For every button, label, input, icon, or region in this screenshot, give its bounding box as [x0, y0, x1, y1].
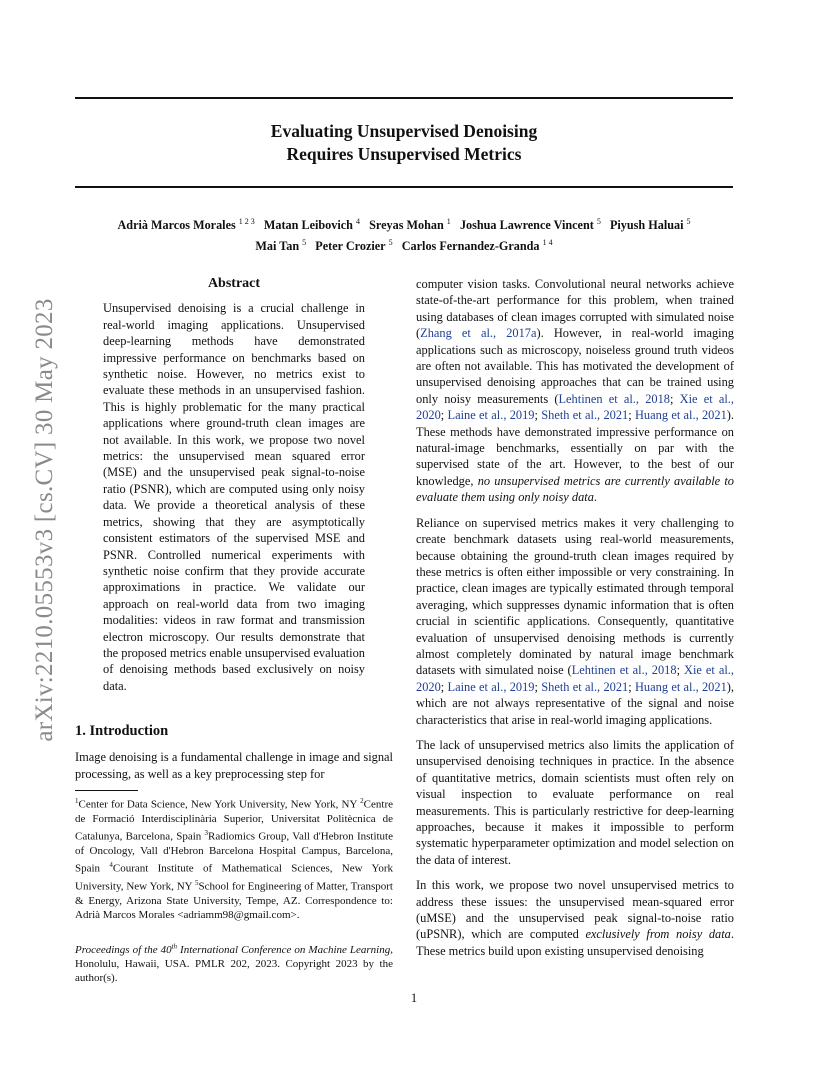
paragraph-4 — [416, 877, 734, 959]
page-number: 1 — [410, 991, 418, 1005]
text-run: ). These methods have demonstrated impressive performance on natural-image benchmarks, essentially on par with the supervised state of the art. However, to the best of our knowledge, — [416, 408, 735, 488]
footnotes — [75, 794, 393, 986]
citation-link[interactable]: Lehtinen et al., 2018 — [571, 663, 677, 678]
title-line-2: Requires Unsupervised Metrics — [286, 144, 522, 164]
introduction-heading: 1. Introduction — [75, 723, 169, 739]
citation-link[interactable]: Lehtinen et al., 2018 — [558, 391, 670, 406]
proceedings-conference: International Conference on Machine Learning — [177, 943, 391, 956]
author-affiliation: 5 — [686, 217, 691, 226]
author-name: Matan Leibovich — [263, 218, 353, 233]
paragraph-3: The lack of unsupervised metrics also limits the application of unsupervised denoising techniques in practice. In the absence of quantitative metrics, domain scientists must often rely on visual inspection to evaluate performance on real measurements. This is particularly restrictive for deep-learning approaches, because it makes it impossible to perform systematic hyperparameter optimization and model selection on the data of interest. — [416, 737, 734, 867]
separator: ; — [440, 408, 448, 423]
separator: ; — [534, 679, 542, 694]
text-run: ). However, in real-world imaging applications such as microscopy, noiseless ground truth videos are often not available. This has motivated the development of unsupervised denoising approaches that can be trained using only noisy measurements ( — [416, 326, 734, 406]
author-name: Peter Crozier — [315, 239, 386, 254]
author-name: Sreyas Mohan — [369, 218, 444, 233]
affiliation-marker: 4 — [109, 861, 113, 870]
text-run: . — [593, 490, 598, 505]
affiliation-marker: 5 — [195, 878, 199, 887]
author-affiliation: 5 — [302, 238, 307, 248]
text-run: computer vision tasks. Convolutional neural networks achieve state-of-the-art performance for this problem, when trained using databases of clean images corrupted with simulated noise ( — [416, 277, 734, 341]
author-affiliation: 1 2 3 — [238, 217, 255, 226]
author-affiliation: 5 — [596, 217, 601, 226]
author-name: Carlos Fernandez-Granda — [401, 239, 540, 254]
author-affiliation: 1 4 — [542, 238, 553, 248]
citation-link[interactable]: Sheth et al., 2021 — [541, 679, 629, 694]
citation-link[interactable]: Huang et al., 2021 — [634, 679, 727, 694]
citation-link[interactable]: Xie et al., 2020 — [416, 391, 734, 423]
abstract-section — [103, 276, 365, 694]
citation-link[interactable]: Xie et al., 2020 — [416, 663, 734, 694]
right-column — [416, 276, 734, 968]
bottom-rule — [75, 186, 733, 188]
text-run: . These metrics build upon existing unsupervised denoising — [416, 927, 734, 958]
paragraph-2 — [416, 515, 734, 728]
introduction-text: Image denoising is a fundamental challenge in image and signal processing, as well as a key preprocessing step for — [75, 750, 393, 781]
arxiv-identifier-text: arXiv:2210.05553v3 [cs.CV] 30 May 2023 — [31, 298, 58, 742]
emphasis-text: exclusively from noisy data — [585, 927, 731, 942]
affiliation-text: School for Engineering of Matter, Transport & Energy, Arizona State University, Tempe, AZ. Correspondence to: Adrià Marcos Morales <adriamm98@gmail.com>. — [75, 880, 393, 922]
paragraph-1 — [416, 276, 734, 506]
citation-link[interactable]: Huang et al., 2021 — [634, 408, 727, 423]
author-name: Piyush Haluai — [609, 218, 684, 233]
author-affiliation: 5 — [388, 238, 393, 248]
author-affiliation: 1 — [446, 217, 451, 226]
affiliation-text: Courant Institute of Mathematical Sciences, New York University, New York, NY — [75, 862, 393, 893]
affiliation-marker: 3 — [204, 829, 209, 838]
abstract-heading: Abstract — [207, 276, 261, 291]
author-line-1 — [75, 213, 733, 234]
footnote-rule — [75, 790, 138, 791]
separator: ; — [676, 663, 685, 678]
affiliation-text: Center for Data Science, New York University, New York, NY — [78, 798, 361, 811]
proceedings-number: 40 — [160, 943, 172, 956]
citation-link[interactable]: Laine et al., 2019 — [447, 408, 535, 423]
affiliation-text: Centre de Formació Interdisciplinària Superior, Universitat Politècnica de Catalunya, Barcelona, Spain — [75, 798, 393, 843]
author-name: Mai Tan — [255, 239, 300, 254]
paper-title — [75, 120, 733, 166]
affiliation-marker: 1 — [75, 797, 79, 805]
citation-link[interactable]: Sheth et al., 2021 — [541, 408, 629, 423]
affiliation-text: Radiomics Group, Vall d'Hebron Institute of Oncology, Vall d'Hebron Barcelona Hospital Campus, Barcelona, Spain — [75, 830, 393, 875]
separator: ; — [669, 391, 680, 406]
affiliations-footnote — [75, 794, 393, 922]
title-line-1: Evaluating Unsupervised Denoising — [270, 121, 538, 141]
proceedings-ordinal: th — [171, 942, 178, 951]
separator: ; — [440, 679, 448, 694]
emphasis-text: no unsupervised metrics are currently available to evaluate them using only noisy data — [416, 473, 734, 505]
text-run: Reliance on supervised metrics makes it very challenging to create benchmark datasets using real-world measurements, because obtaining the ground-truth clean images required by these metrics is often either impossible or very constraining. In practice, clean images are typically estimated through temporal averaging, which suppresses dynamic information that is often crucial in scientific applications. Consequently, quantitative evaluation of unsupervised denoising methods is currently almost completely dominated by natural image benchmark datasets with simulated noise ( — [416, 515, 734, 678]
separator: ; — [628, 679, 635, 694]
affiliation-marker: 2 — [360, 797, 364, 805]
author-list — [75, 213, 733, 255]
proceedings-details: , Honolulu, Hawaii, USA. PMLR 202, 2023. Copyright 2023 by the author(s). — [75, 943, 393, 985]
separator: ; — [628, 408, 635, 423]
proceedings-footnote — [75, 939, 393, 985]
text-run: ), which are not always representative of the signal and noise characteristics that arise in real-world imaging applications. — [416, 679, 735, 727]
author-name: Joshua Lawrence Vincent — [459, 218, 594, 233]
introduction-section — [75, 723, 393, 782]
citation-link[interactable]: Laine et al., 2019 — [447, 679, 535, 694]
author-affiliation: 4 — [356, 217, 360, 226]
proceedings-prefix: Proceedings of the — [75, 943, 161, 956]
author-name: Adrià Marcos Morales — [117, 218, 236, 233]
top-rule — [75, 97, 733, 99]
citation-link[interactable]: Zhang et al., 2017a — [420, 326, 537, 341]
text-run: In this work, we propose two novel unsupervised metrics to address these issues: the unsupervised mean-squared error (uMSE) and the unsupervised peak signal-to-noise ratio (uPSNR), which are computed — [416, 878, 734, 942]
separator: ; — [534, 408, 542, 423]
author-line-2 — [75, 234, 733, 255]
abstract-text: Unsupervised denoising is a crucial challenge in real-world imaging applications. Unsupervised deep-learning methods have demonstrated impressive performance on benchmarks based on synthetic noise. However, no metrics exist to evaluate these methods in an unsupervised fashion. This is highly problematic for the many practical applications where ground-truth clean images are not available. In this work, we propose two novel metrics: the unsupervised mean squared error (MSE) and the unsupervised peak signal-to-noise ratio (PSNR), which are computed using only noisy data. We provide a theoretical analysis of these metrics, showing that they are asymptotically consistent estimators of the supervised MSE and PSNR. Controlled numerical experiments with synthetic noise confirm that they provide accurate approximations in practice. We validate our approach on real-world data from two imaging modalities: videos in raw format and transmission electron microscopy. Our results demonstrate that the proposed metrics enable unsupervised evaluation of denoising methods based exclusively on noisy data. — [103, 301, 365, 693]
